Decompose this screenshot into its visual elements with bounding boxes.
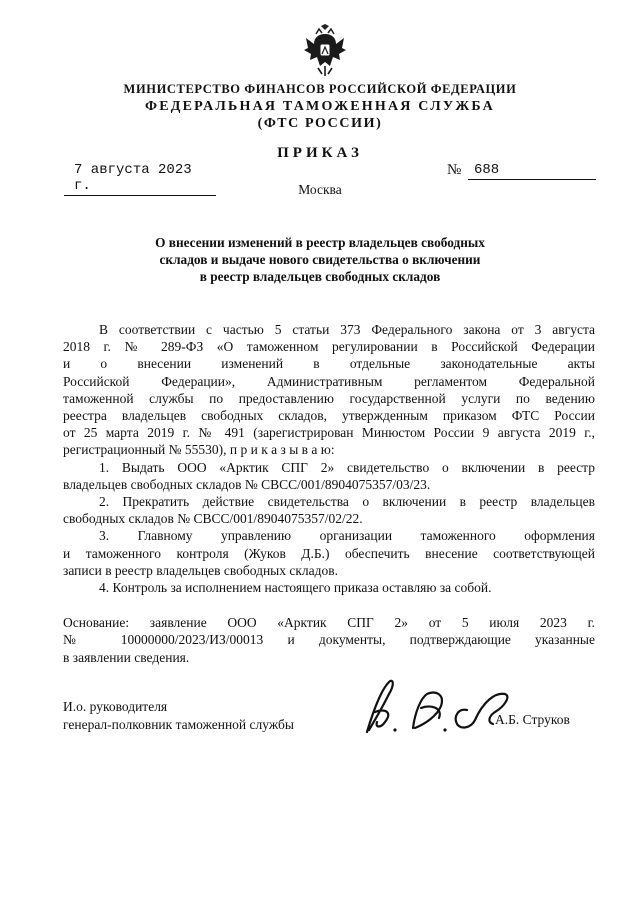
number-sign: № — [447, 162, 462, 178]
item-1-line: владельцев свободных складов № СВСС/001/8904075357/03/23. — [63, 476, 431, 492]
service-name: ФЕДЕРАЛЬНАЯ ТАМОЖЕННАЯ СЛУЖБА — [145, 99, 495, 114]
item-2-line: свободных складов № СВСС/001/8904075357/02/22. — [63, 511, 363, 527]
order-date: 7 августа 2023 г. — [64, 162, 216, 196]
document-type: ПРИКАЗ — [277, 145, 363, 161]
preamble-line: Российской Федерации», Административным регламентом Федеральной — [63, 373, 595, 389]
basis-line: № 10000000/2023/ИЗ/00013 и документы, подтверждающие указанные — [63, 632, 595, 648]
coat-of-arms-icon — [302, 24, 348, 78]
item-3-line: записи в реестр владельцев свободных складов. — [63, 562, 339, 578]
preamble-line: от 25 марта 2019 г. № 491 (зарегистрирован Минюстом России 9 августа 2019 г., — [63, 425, 595, 441]
signer-name: А.Б. Струков — [495, 712, 570, 727]
preamble-line: и о внесении изменений в отдельные законодательные акты — [63, 356, 595, 372]
preamble-line: В соответствии с частью 5 статьи 373 Федерального закона от 3 августа — [99, 322, 595, 337]
ministry-name: МИНИСТЕРСТВО ФИНАНСОВ РОССИЙСКОЙ ФЕДЕРАЦИИ — [123, 82, 517, 96]
signer-position-line: И.о. руководителя — [63, 699, 168, 714]
city: Москва — [298, 182, 342, 197]
basis-line: Основание: заявление ООО «Арктик СПГ 2» от 5 июля 2023 г. — [63, 615, 595, 631]
item-2-line: 2. Прекратить действие свидетельства о включении в реестр владельцев — [99, 494, 595, 510]
handwritten-signature-icon — [355, 672, 515, 742]
order-title — [90, 234, 550, 285]
preamble-line: таможенной службы по предоставлению государственной услуги по ведению — [63, 390, 595, 406]
item-1-line: 1. Выдать ООО «Арктик СПГ 2» свидетельство о включении в реестр — [99, 459, 595, 475]
preamble-line: регистрационный № 55530), п р и к а з ы в а ю: — [63, 442, 335, 458]
title-line: в реестр владельцев свободных складов — [199, 269, 441, 284]
preamble-line: реестра владельцев свободных складов, утвержденным приказом ФТС России — [63, 408, 595, 424]
signer-position-line: генерал-полковник таможенной службы — [63, 717, 294, 732]
title-line: складов и выдаче нового свидетельства о включении — [159, 252, 481, 267]
basis-line: в заявлении сведения. — [63, 649, 190, 665]
item-3-line: и таможенного контроля (Жуков Д.Б.) обеспечить внесение соответствующей — [63, 545, 595, 561]
preamble-line: 2018 г. № 289-ФЗ «О таможенном регулировании в Российской Федерации — [63, 339, 595, 355]
order-body — [63, 321, 595, 666]
item-4-line: 4. Контроль за исполнением настоящего приказа оставляю за собой. — [99, 580, 492, 596]
service-short-name: (ФТС РОССИИ) — [257, 116, 383, 131]
title-line: О внесении изменений в реестр владельцев свободных — [155, 235, 485, 250]
signer-position — [63, 698, 294, 734]
order-number: 688 — [468, 162, 596, 180]
item-3-line: 3. Главному управлению организации таможенного оформления — [99, 528, 595, 544]
